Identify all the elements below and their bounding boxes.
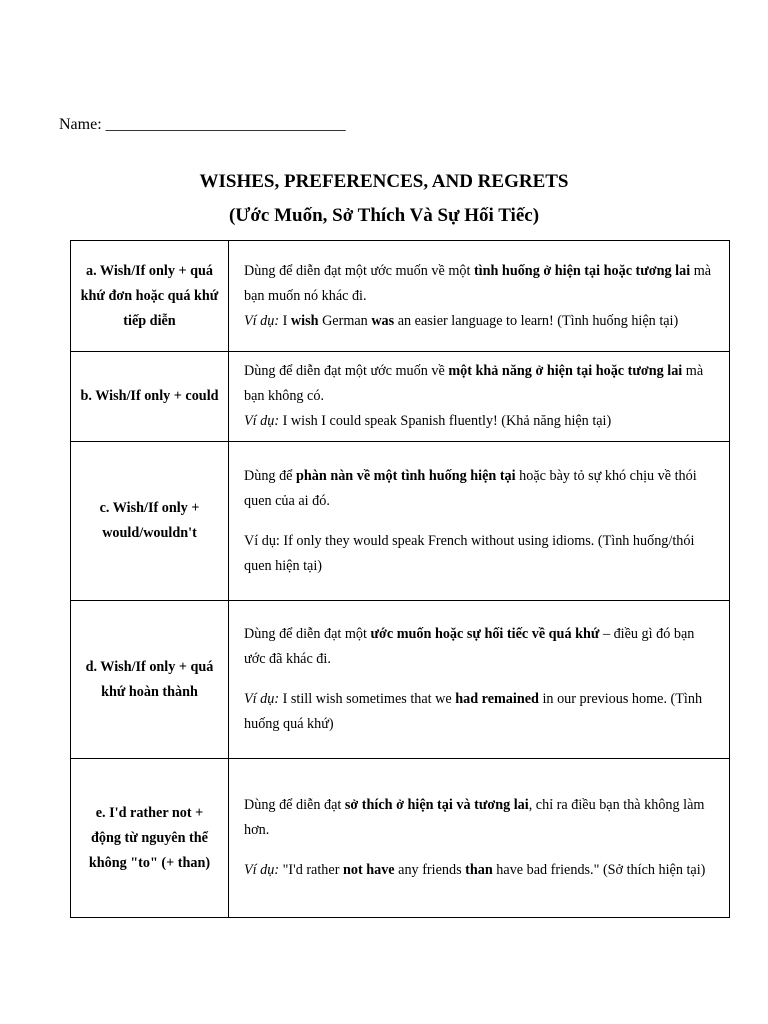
rule-cell: d. Wish/If only + quá khứ hoàn thành: [71, 601, 229, 759]
rule-cell: a. Wish/If only + quá khứ đơn hoặc quá khứ tiếp diễn: [71, 241, 229, 352]
example-text: Ví dụ: I wish I could speak Spanish fluently! (Khả năng hiện tại): [244, 413, 612, 429]
description-cell: [229, 442, 730, 601]
rule-cell: e. I'd rather not + động từ nguyên thể không "to" (+ than): [71, 759, 229, 918]
table-row: [71, 352, 730, 442]
page-subtitle: (Ước Muốn, Sở Thích Và Sự Hối Tiếc): [228, 205, 540, 226]
table-row: [71, 759, 730, 918]
description-cell: [229, 601, 730, 759]
usage-text: Dùng để diễn đạt sở thích ở hiện tại và tương lai, chỉ ra điều bạn thà không làm hơn.: [244, 797, 705, 838]
name-label: Name:: [59, 116, 102, 133]
table-row: [71, 442, 730, 601]
usage-text: Dùng để diễn đạt một ước muốn hoặc sự hối tiếc về quá khứ – điều gì đó bạn ước đã khác đi.: [244, 626, 695, 667]
grammar-table: [70, 240, 730, 918]
example-text: Ví dụ: If only they would speak French without using idioms. (Tình huống/thói quen hiện tại): [244, 532, 695, 574]
usage-text: Dùng để diễn đạt một ước muốn về một khả năng ở hiện tại hoặc tương lai mà bạn không có.: [244, 363, 704, 404]
usage-text: Dùng để phàn nàn về một tình huống hiện tại hoặc bày tỏ sự khó chịu về thói quen của ai đó.: [244, 467, 697, 509]
rule-cell: b. Wish/If only + could: [71, 352, 229, 442]
example-text: Ví dụ: I still wish sometimes that we had remained in our previous home. (Tình huống quá khứ): [244, 691, 703, 732]
table-row: [71, 241, 730, 352]
table-row: [71, 601, 730, 759]
usage-text: Dùng để diễn đạt một ước muốn về một tình huống ở hiện tại hoặc tương lai mà bạn muốn nó khác đi.: [244, 262, 712, 304]
description-cell: [229, 241, 730, 352]
description-cell: [229, 759, 730, 918]
page-title: WISHES, PREFERENCES, AND REGRETS: [199, 171, 569, 192]
name-blank-line: ______________________________: [105, 116, 346, 133]
description-cell: [229, 352, 730, 442]
example-text: Ví dụ: "I'd rather not have any friends than have bad friends." (Sở thích hiện tại): [244, 862, 706, 878]
rule-cell: c. Wish/If only + would/wouldn't: [71, 442, 229, 601]
name-field: [59, 115, 346, 135]
example-text: Ví dụ: I wish German was an easier language to learn! (Tình huống hiện tại): [244, 312, 679, 329]
